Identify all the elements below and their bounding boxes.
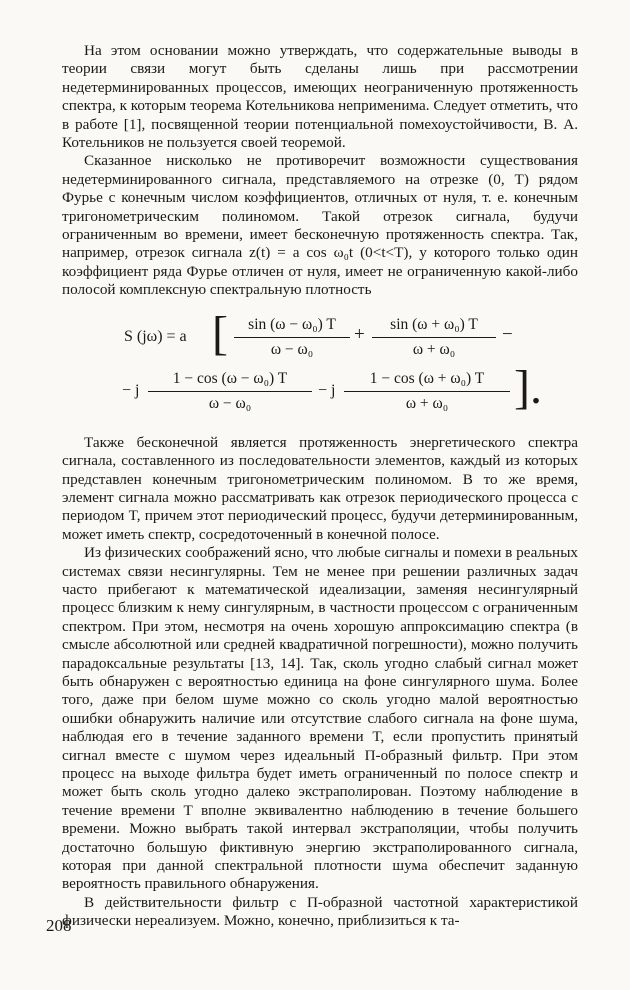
formula-lead-minus-j: − j [122, 381, 140, 399]
fraction-3-numerator: 1 − cos (ω − ω₀) T [148, 366, 312, 392]
formula-trailing-minus: − [502, 323, 513, 345]
page-number: 208 [46, 916, 72, 935]
formula-mid-minus-j: − j [318, 381, 336, 399]
formula-lhs: S (jω) = a [124, 327, 187, 345]
formula-fraction-2 [372, 312, 496, 360]
fraction-1-numerator: sin (ω − ω₀) T [234, 312, 350, 338]
formula-fraction-1 [234, 312, 350, 360]
formula-open-bracket: [ [212, 306, 228, 360]
spectral-density-formula [62, 306, 578, 420]
paragraph-5: В действительности фильтр с П-образной частотной характеристикой физически нереализуем. Можно, конечно, приблизиться к та- [62, 893, 578, 930]
body-text [62, 42, 578, 931]
paragraph-2: Сказанное нисколько не противоречит возможности существования недетерминированного сигнала, представляемого на отрезке (0, T) рядом Фурье с конечным числом коэффициентов, отличных от нуля, т. е. конечным тригонометрическим полиномом. Такой отрезок сигнала, будучи ограниченным во времени, имеет бесконечную протяженность спектра. Так, например, отрезок сигнала z(t) = a cos ω₀t (0<t<T), у которого только один коэффициент ряда Фурье отличен от нуля, имеет не ограниченную какой-либо полосой комплексную спектральную плотность [62, 152, 578, 299]
formula-line-2 [62, 360, 578, 418]
fraction-4-denominator: ω + ω₀ [405, 395, 449, 413]
formula-line-1 [62, 306, 578, 364]
fraction-2-numerator: sin (ω + ω₀) T [372, 312, 496, 338]
paragraph-4: Из физических соображений ясно, что любые сигналы и помехи в реальных системах связи несингулярны. Тем не менее при решении различных задач часто прибегают к математической идеализации, заменяя несингулярный процесс близким к нему сингулярным, в частности процессом с ограниченным спектром. При этом, несмотря на очень хорошую аппроксимацию спектра (в смысле абсолютной или средней квадратичной погрешности), можно получить парадоксальные результаты [13, 14]. Так, сколь угодно слабый сигнал может быть обнаружен с вероятностью единица на фоне сингулярного шума. Более того, даже при белом шуме можно со сколь угодно малой вероятностью ошибки обнаружить наличие или отсутствие слабого сигнала на фоне шума, наблюдая его в течение заданного времени T, если пропустить принятый сигнал вместе с шумом через идеальный П-образный фильтр. При этом процесс на выходе фильтра будет иметь ограниченный по полосе спектр и может быть сколь угодно далеко экстраполирован. Поэтому наблюдение в течение времени T вполне эквивалентно наблюдению в течение большего времени. Можно выбрать такой интервал экстраполяции, чтобы получить достаточно большую фиктивную энергию экстраполированного сигнала, которая при данной спектральной плотности шума обеспечит заданную вероятность правильного обнаружения. [62, 544, 578, 893]
formula-plus: + [354, 323, 365, 345]
formula-close-bracket: ]. [514, 360, 542, 414]
paragraph-3: Также бесконечной является протяженность энергетического спектра сигнала, составленного из последовательности элементов, каждый из которых представлен конечным тригонометрическим полиномом. В то же время, элемент сигнала можно рассматривать как отрезок периодического процесса с периодом T, причем этот периодический процесс, будучи детерминированным, может иметь спектр, сосредоточенный в конечной полосе. [62, 433, 578, 543]
fraction-2-denominator: ω + ω₀ [412, 341, 456, 359]
fraction-1-denominator: ω − ω₀ [270, 341, 314, 359]
fraction-3-denominator: ω − ω₀ [208, 395, 252, 413]
fraction-4-numerator: 1 − cos (ω + ω₀) T [344, 366, 510, 392]
paragraph-1: На этом основании можно утверждать, что содержательные выводы в теории связи могут быть сделаны лишь при рассмотрении недетерминированных процессов, имеющих неограниченную протяженность спектра, к которым теорема Котельникова неприменима. Следует отметить, что в работе [1], посвященной теории потенциальной помехоустойчивости, В. А. Котельников не пользуется своей теоремой. [62, 42, 578, 152]
formula-fraction-3 [148, 366, 312, 414]
formula-fraction-4 [344, 366, 510, 414]
